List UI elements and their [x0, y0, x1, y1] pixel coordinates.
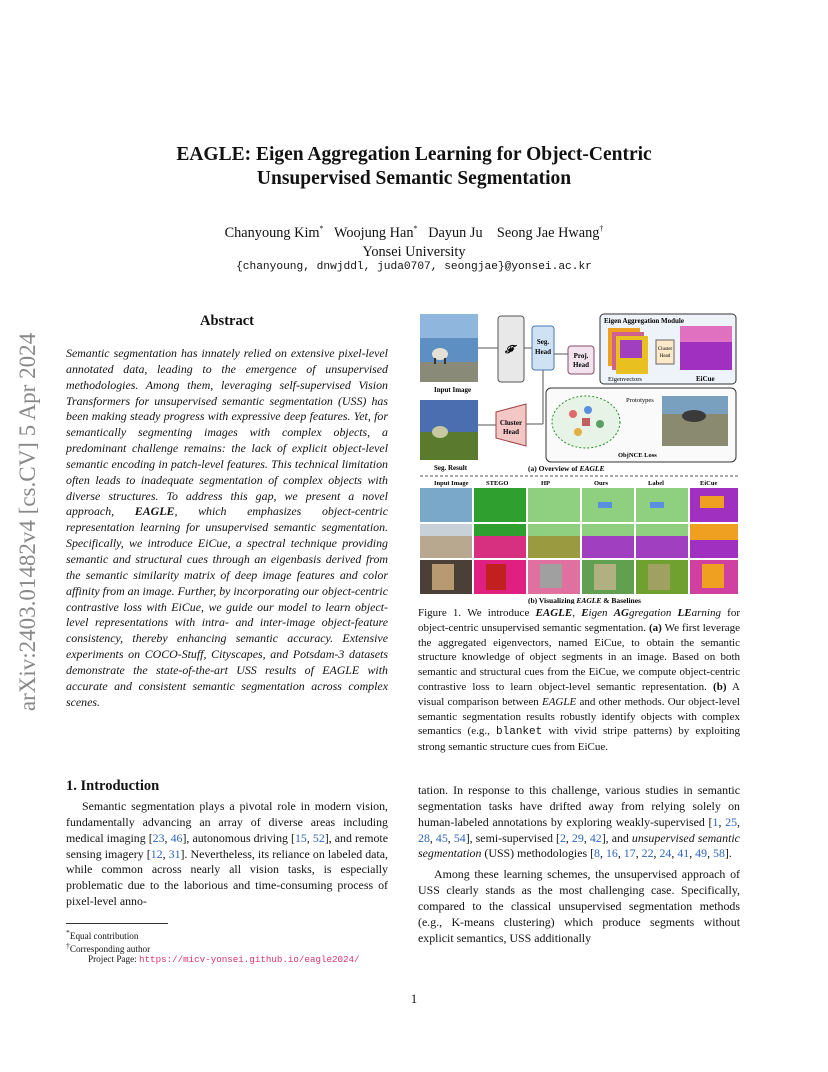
intro-paragraph: Semantic segmentation plays a pivotal role in modern vision, fundamentally advancing an array of diverse areas including medical imaging [23, 46], autonomous driving [15, 52], and remote sensing imagery [12, 31]. Nevertheless, its reliance on labeled data, while common across nearly all vision tasks, is especially problematic due to the laborious and time-consuming process of pixel-level anno-: [66, 799, 389, 909]
proj-head-label: Proj.: [573, 352, 589, 360]
result-row-2: [420, 524, 738, 558]
seg-head-label: Seg.: [536, 338, 550, 346]
subfig-a-label: (a) Overview of EAGLE: [528, 464, 605, 473]
citation-link[interactable]: 29: [571, 830, 584, 845]
figure-1: [418, 312, 740, 604]
eam-label: Eigen Aggregation Module: [604, 317, 684, 325]
project-page-link[interactable]: https://micv-yonsei.github.io/eagle2024/: [139, 954, 360, 965]
col-header: Ours: [594, 480, 609, 487]
eigenvector-tile: [620, 340, 642, 358]
col-header: STEGO: [486, 480, 509, 487]
affiliation: Yonsei University: [362, 243, 466, 260]
subfig-b-label: (b) Visualizing EAGLE & Baselines: [528, 596, 641, 604]
author-block: [90, 219, 738, 262]
citation-link[interactable]: 58: [713, 846, 725, 861]
col-header: HP: [541, 480, 551, 487]
eicue-label: EiCue: [696, 375, 715, 383]
citation-link[interactable]: 45: [435, 830, 448, 845]
paper-title: [90, 143, 738, 190]
col-header: EiCue: [700, 480, 718, 487]
citation-link[interactable]: 25: [725, 814, 738, 829]
title-line-1: EAGLE: Eigen Aggregation Learning for Object-Centric: [176, 144, 652, 165]
seg-result-thumbnail: [420, 400, 478, 460]
eigenvectors-label: Eigenvectors: [608, 376, 642, 383]
cluster-head-label: Cluster: [499, 419, 523, 427]
citation-link[interactable]: 8: [594, 846, 600, 861]
citation-link[interactable]: 12: [150, 846, 163, 861]
footnote-project-page: Project Page: https://micv-yonsei.github.io/eagle2024/: [88, 954, 360, 965]
seg-head-label: Head: [535, 348, 551, 356]
author-names: Chanyoung Kim* Woojung Han* Dayun Ju Seong Jae Hwang†: [224, 224, 604, 241]
feature-point: [596, 420, 604, 428]
small-cluster-head: [656, 340, 674, 364]
footnote-corresponding: †Corresponding author: [66, 941, 151, 955]
prototype-marker: [582, 418, 590, 426]
result-row-1: [420, 488, 738, 522]
citation-link[interactable]: 41: [677, 846, 690, 861]
result-row-3: [420, 560, 738, 594]
objnce-label: ObjNCE Loss: [618, 452, 657, 459]
citation-link[interactable]: 49: [695, 846, 708, 861]
citation-link[interactable]: 15: [294, 830, 307, 845]
feature-point: [574, 428, 582, 436]
citation-link[interactable]: 42: [589, 830, 602, 845]
citation-link[interactable]: 54: [453, 830, 466, 845]
feature-point: [584, 406, 592, 414]
right-column-text: [418, 783, 740, 946]
proj-head-block: [568, 346, 594, 374]
citation-link[interactable]: 16: [605, 846, 618, 861]
intro-heading: 1. Introduction: [66, 778, 160, 794]
citation-link[interactable]: 28: [418, 830, 430, 845]
citation-link[interactable]: 31: [168, 846, 181, 861]
citation-link[interactable]: 1: [712, 814, 719, 829]
footnote-rule: [66, 923, 168, 924]
abstract-heading: Abstract: [200, 313, 254, 329]
col-header: Label: [648, 480, 664, 487]
small-cluster-head-label: Cluster: [657, 347, 673, 352]
col-header: Input Image: [434, 480, 469, 487]
citation-link[interactable]: 2: [559, 830, 566, 845]
title-line-2: Unsupervised Semantic Segmentation: [256, 167, 572, 189]
cluster-head-label: Head: [503, 428, 519, 436]
page-number: 1: [410, 992, 418, 1006]
prototypes-label: Prototypes: [626, 397, 654, 404]
seg-result-label: Seg. Result: [434, 464, 468, 472]
proj-head-label: Head: [573, 361, 589, 369]
footnote-equal: *Equal contribution: [66, 928, 139, 942]
citation-link[interactable]: 52: [312, 830, 325, 845]
eicue-tile: [680, 326, 732, 342]
encoder-symbol: 𝓕: [505, 344, 514, 356]
arxiv-identifier: arXiv:2403.01482v4 [cs.CV] 5 Apr 2024: [15, 332, 40, 712]
feature-point: [569, 410, 577, 418]
figure-caption: Figure 1. We introduce EAGLE, Eigen AGgregation LEarning for object-centric unsupervised semantic segmentation. (a) We first leverage the aggregated eigenvectors, named EiCue, to obtain the semantic structure knowledge of object segments in an image. Based on both semantic and structural cues from the EiCue, we compute object-centric contrastive loss to learn object-level semantic representation. (b) A visual comparison between EAGLE and other methods. Our object-level semantic segmentation results robustly identify objects with complex semantics (e.g., blanket with vivid stripe patterns) by exploiting strong semantic structure cues from EiCue.: [418, 607, 740, 754]
abstract-text: Semantic segmentation has innately relied on extensive pixel-level annotated data, leading to the emergence of unsupervised methodologies. Among them, leveraging self-supervised Vision Transformers for unsupervised semantic segmentation (USS) has been making steady progress with expressive deep features. Yet, for semantically segmenting images with complex objects, a predominant challenge remains: the lack of explicit object-level semantic encoding in patch-level features. This technical limitation often leads to inadequate segmentation of complex objects with diverse structures. To address this gap, we present a novel approach, EAGLE, which emphasizes object-centric representation learning for unsupervised semantic segmentation. Specifically, we introduce EiCue, a spectral technique providing semantic and structural cues through an eigenbasis derived from the semantic similarity matrix of deep image features and color affinity from an image. Further, by incorporating our object-centric contrastive loss with EiCue, we guide our model to learn object-level representations with intra- and inter-image object-feature consistency, thereby enhancing semantic accuracy. Extensive experiments on COCO-Stuff, Cityscapes, and Potsdam-3 datasets demonstrate the state-of-the-art USS results of EAGLE with accurate and consistent semantic segmentation across complex scenes.: [66, 346, 388, 709]
citation-link[interactable]: 46: [170, 830, 183, 845]
objnce-object: [682, 410, 706, 422]
citation-link[interactable]: 24: [659, 846, 672, 861]
input-image-thumbnail: [420, 314, 478, 382]
right-paragraph-2: Among these learning schemes, the unsupervised approach of USS clearly stands as the most challenging case. Specifically, compared to the classical unsupervised segmentation methods (e.g., K-means clustering) which produce segments without explicit semantics, USS additionally: [418, 867, 740, 945]
input-image-label: Input Image: [434, 386, 472, 394]
citation-link[interactable]: 22: [641, 846, 654, 861]
author-emails: {chanyoung, dnwjddl, juda0707, seongjae}@yonsei.ac.kr: [236, 261, 592, 273]
citation-link[interactable]: 17: [623, 846, 636, 861]
citation-link[interactable]: 23: [152, 830, 165, 845]
small-cluster-head-label: Head: [659, 354, 671, 359]
right-paragraph-1: tation. In response to this challenge, various studies in semantic segmentation tasks have drifted away from relying solely on human-labeled annotations by exploring weakly-supervised [1, 25, 28, 45, 54], semi-supervised [2, 29, 42], and unsupervised semantic segmentation (USS) methodologies [8, 16, 17, 22, 24, 41, 49, 58].: [418, 783, 740, 861]
